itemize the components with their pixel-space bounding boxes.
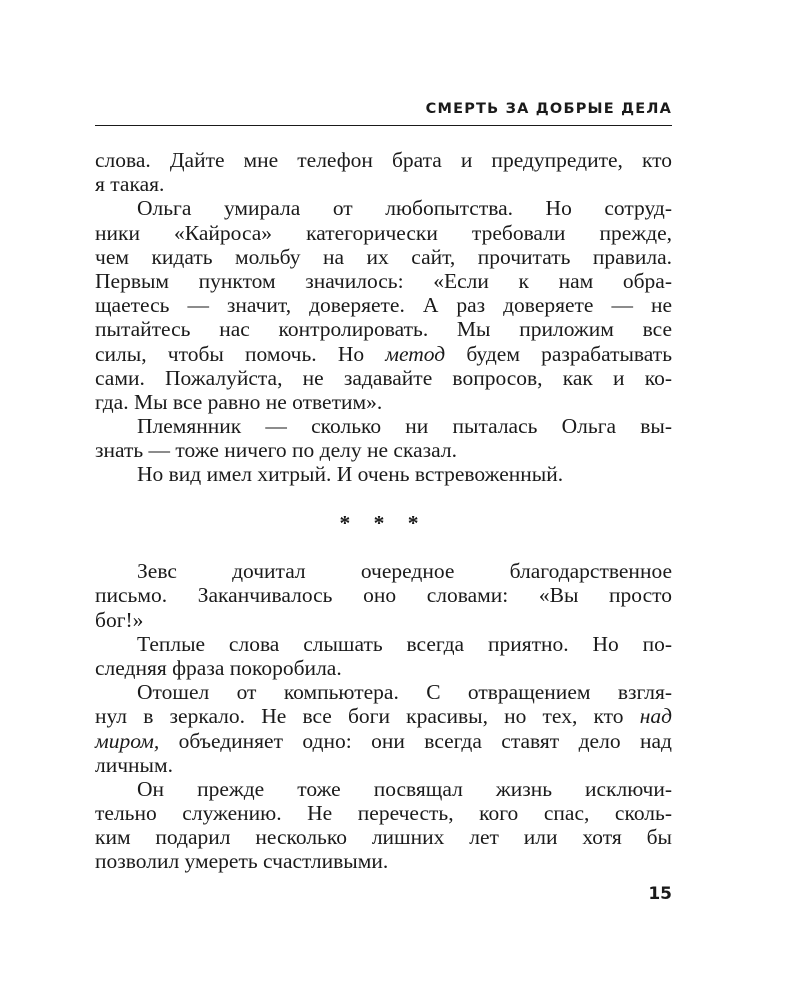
text-line: следняя фраза покоробила.: [95, 655, 342, 680]
text-line: гда. Мы все равно не ответим».: [95, 389, 383, 414]
text-line: Зевс дочитал очередное благодарственное: [137, 559, 672, 584]
text-line: щаетесь — значит, доверяете. А раз доверяете — не: [95, 293, 672, 318]
text-line: ники «Кайроса» категорически требовали прежде,: [95, 220, 672, 245]
section-gap: [95, 535, 672, 559]
text-line: Ольга умирала от любопытства. Но сотруд-: [137, 196, 672, 221]
text-line: сами. Пожалуйста, не задавайте вопросов, как и ко-: [95, 365, 672, 390]
text-line: знать — тоже ничего по делу не сказал.: [95, 438, 457, 463]
page-number: 15: [648, 884, 672, 904]
text-line: пытайтесь нас контролировать. Мы приложим все: [95, 317, 672, 342]
text-line: [95, 342, 672, 366]
italic-word: над: [639, 704, 672, 729]
text-line: тельно служению. Не перечесть, кого спас, сколь-: [95, 801, 672, 826]
text-line: личным.: [95, 752, 173, 777]
italic-word: метод: [385, 341, 446, 366]
text-line: Теплые слова слышать всегда приятно. Но по-: [137, 631, 672, 656]
header-rule: [95, 125, 672, 126]
text-body: [95, 148, 672, 874]
text-fragment: будем разрабатывать: [445, 341, 672, 366]
text-line: Первым пунктом значилось: «Если к нам обра-: [95, 268, 672, 293]
text-fragment: силы, чтобы помочь. Но: [95, 341, 386, 366]
text-fragment: нул в зеркало. Не все боги красивы, но тех, кто: [95, 704, 640, 729]
text-line: [95, 729, 672, 753]
text-line: Но вид имел хитрый. И очень встревоженный.: [137, 462, 564, 487]
text-line: чем кидать мольбу на их сайт, прочитать правила.: [95, 244, 672, 269]
text-fragment: объединяет одно: они всегда ставят дело над: [159, 728, 672, 753]
text-line: бог!»: [95, 607, 144, 632]
text-line: позволил умереть счастливыми.: [95, 849, 389, 874]
text-line: письмо. Заканчивалось оно словами: «Вы просто: [95, 583, 672, 608]
running-head: СМЕРТЬ ЗА ДОБРЫЕ ДЕЛА: [425, 101, 672, 117]
text-line: слова. Дайте мне телефон брата и предупредите, кто: [95, 148, 672, 172]
text-line: ким подарил несколько лишних лет или хотя бы: [95, 825, 672, 850]
text-line: [95, 704, 672, 728]
section-break: * * *: [339, 510, 428, 535]
italic-word: миром,: [95, 728, 160, 753]
text-line: Он прежде тоже посвящал жизнь исключи-: [137, 776, 672, 801]
text-line: Отошел от компьютера. С отвращением взгля-: [137, 680, 672, 705]
section-gap: [95, 487, 672, 511]
text-line: я такая.: [95, 172, 165, 197]
text-line: Племянник — сколько ни пыталась Ольга вы-: [137, 414, 672, 439]
